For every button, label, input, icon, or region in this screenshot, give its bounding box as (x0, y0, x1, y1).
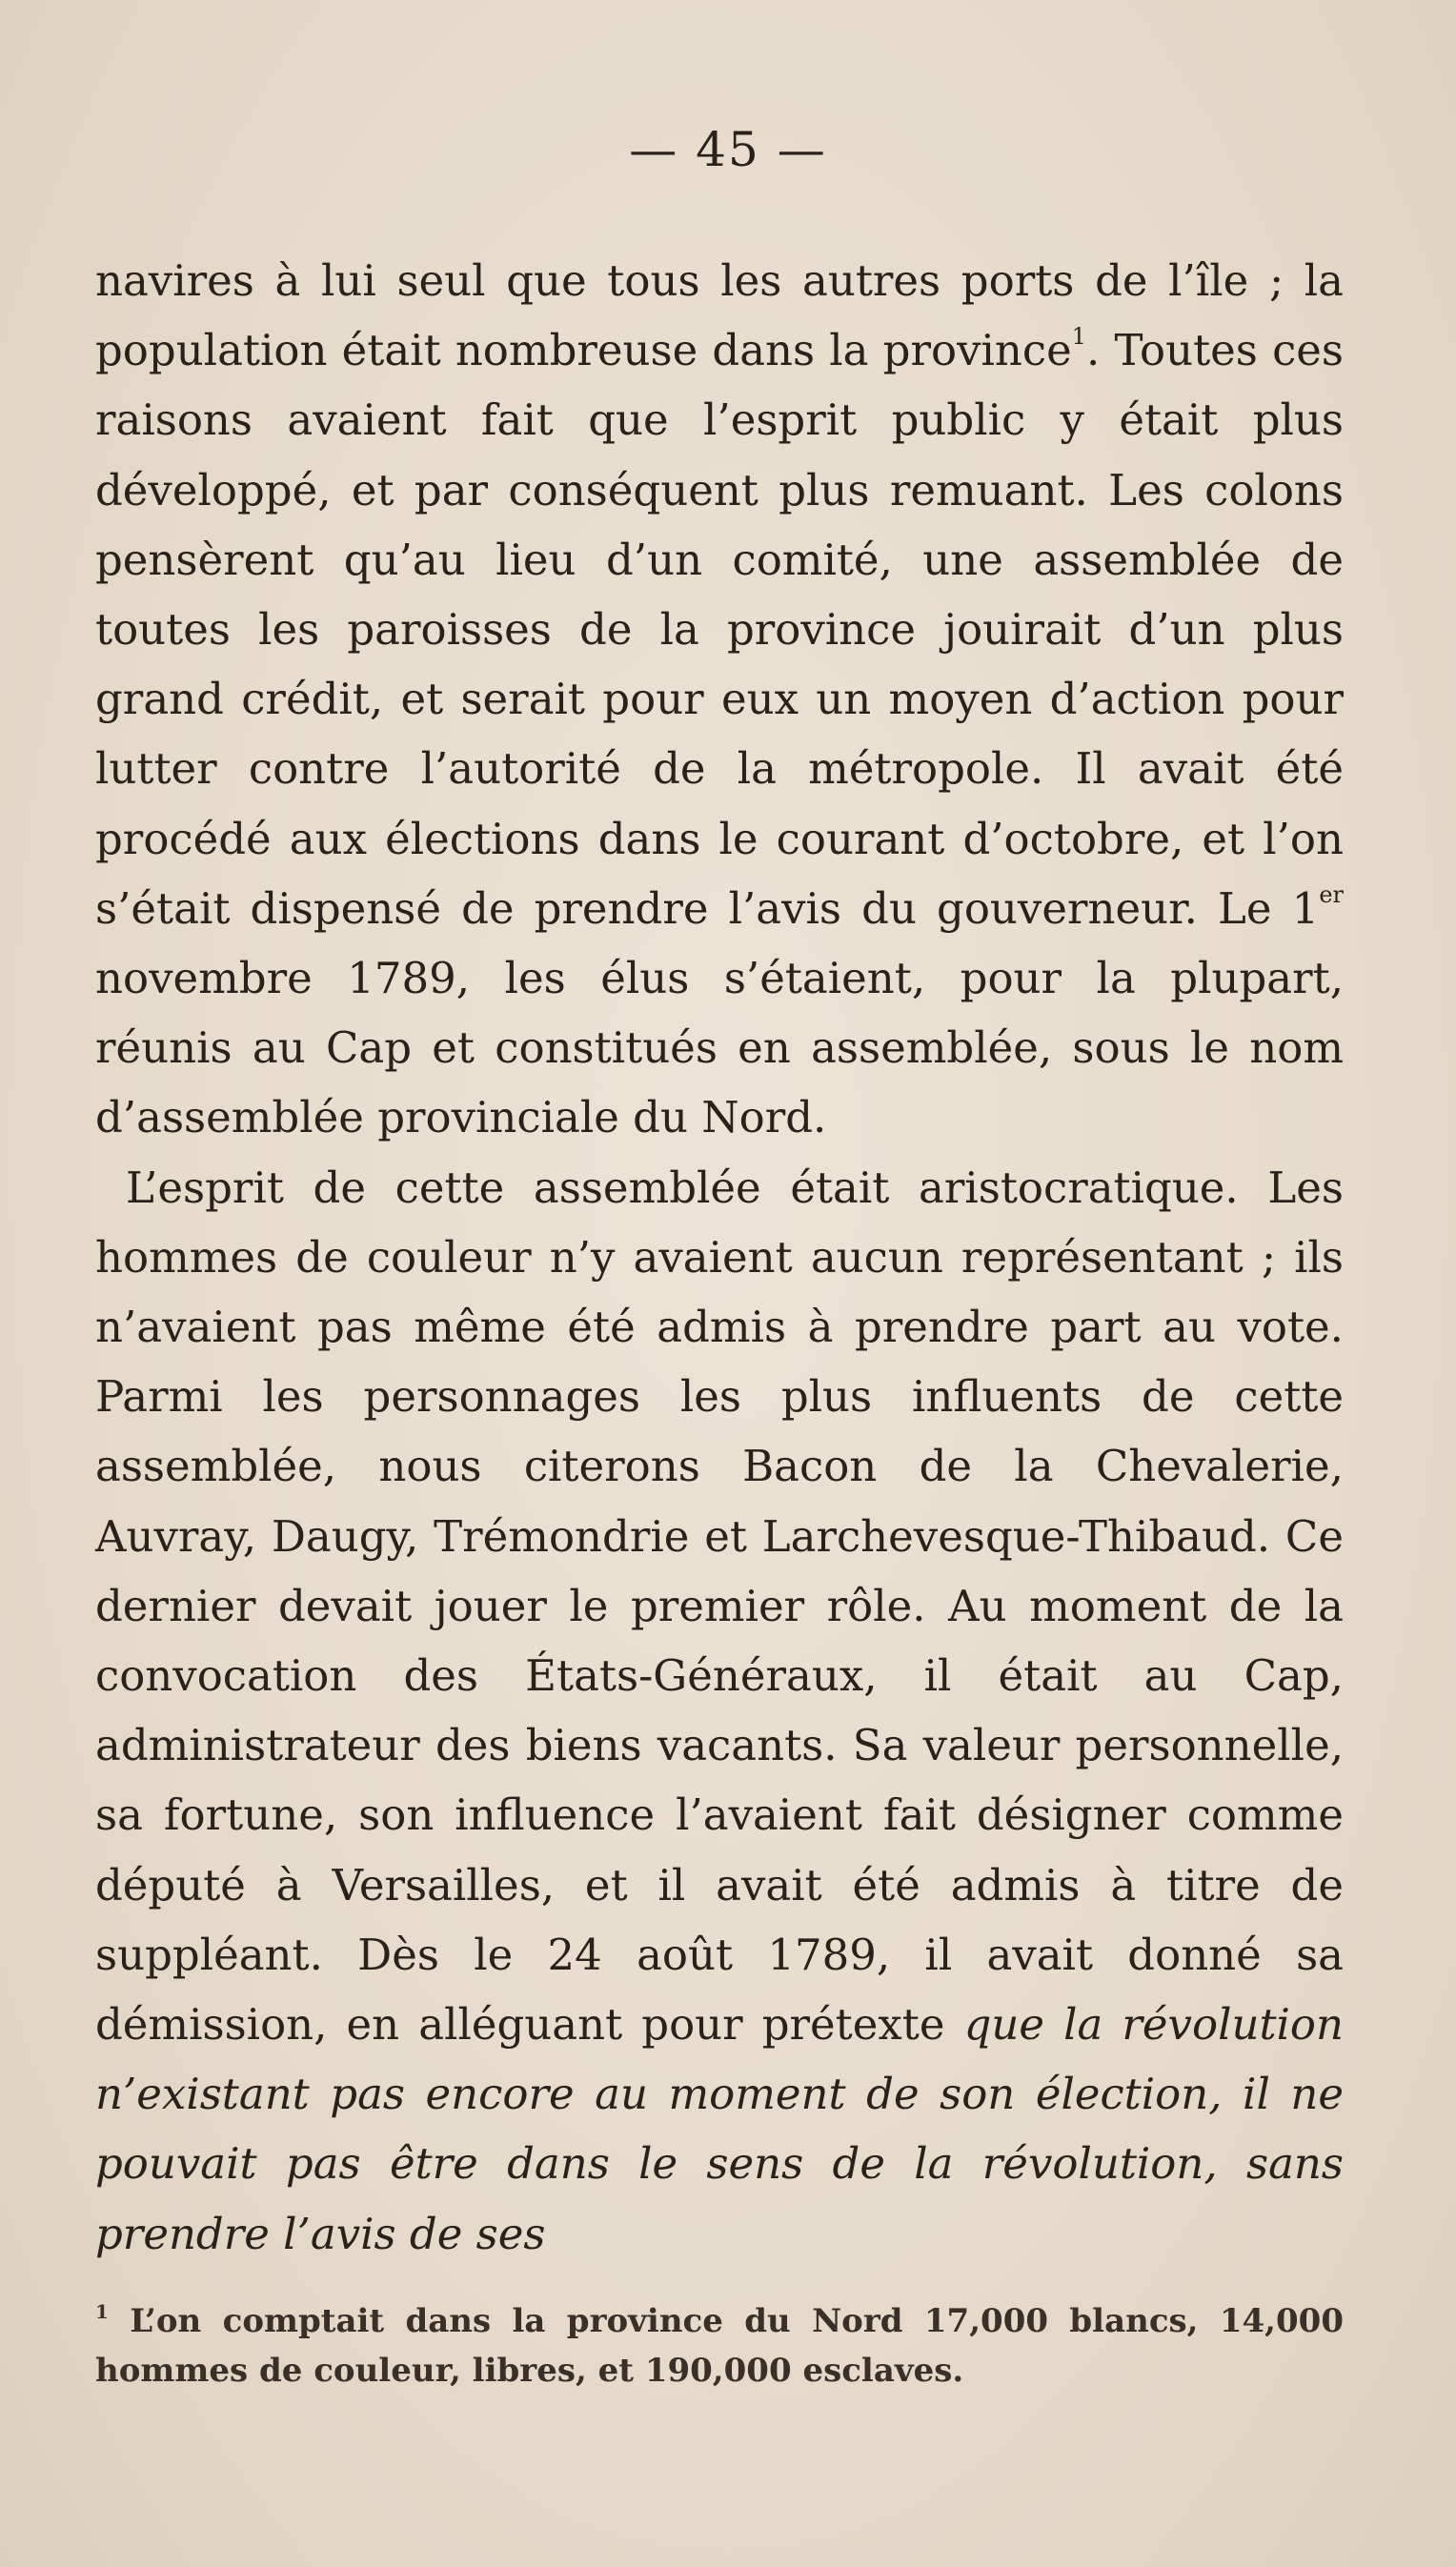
ordinal-superscript: er (1319, 880, 1344, 908)
page-number: — 45 — (629, 122, 827, 177)
paragraph-1 (95, 246, 1344, 1153)
paragraph-2-text: L’esprit de cette assemblée était aristocratique. Les hommes de couleur n’y avaient aucun représentant ; ils n’avaient pas même été admis à prendre part au vote. Parmi les personnages les plus influents de cette assemblée, nous citerons Bacon de la Chevalerie, Auvray, Daugy, Trémondrie et Larchevesque-Thibaud. Ce dernier devait jouer le premier rôle. Au moment de la convocation des États-Généraux, il était au Cap, administrateur des biens vacants. Sa valeur personnelle, sa fortune, son influence l’avaient fait désigner comme député à Versailles, et il avait été admis à titre de suppléant. Dès le 24 août 1789, il avait donné sa démission, en alléguant pour prétexte (95, 1162, 1344, 2051)
footnote-reference: 1 (1071, 323, 1087, 351)
paragraph-2 (95, 1153, 1344, 2269)
paragraph-1-text-b: . Toutes ces raisons avaient fait que l’esprit public y était plus développé, et par conséquent plus remuant. Les colons pensèrent qu’au lieu d’un comité, une assemblée de toutes les paroisses de la province jouirait d’un plus grand crédit, et serait pour eux un moyen d’action pour lutter contre l’autorité de la métropole. Il avait été procédé aux élections dans le courant d’octobre, et l’on s’était dispensé de prendre l’avis du gouverneur. Le 1 (95, 325, 1344, 934)
paragraph-2-italic-quote: que la révolution n’existant pas encore au moment de son élection, il ne pouvait pas être dans le sens de la révolution, sans prendre l’avis de ses (95, 1999, 1344, 2259)
footnote-text: L’on comptait dans la province du Nord 17,000 blancs, 14,000 hommes de couleur, libres, et 190,000 esclaves. (95, 2302, 1344, 2390)
body-text (95, 246, 1344, 2269)
footnote (95, 2296, 1344, 2395)
paragraph-1-text-a: navires à lui seul que tous les autres ports de l’île ; la population était nombreuse dans la province (95, 255, 1344, 376)
footnote-marker: 1 (95, 2300, 109, 2323)
paragraph-1-text-c: novembre 1789, les élus s’étaient, pour la plupart, réunis au Cap et constitués en assemblée, sous le nom d’assemblée provinciale du Nord. (95, 953, 1344, 1143)
